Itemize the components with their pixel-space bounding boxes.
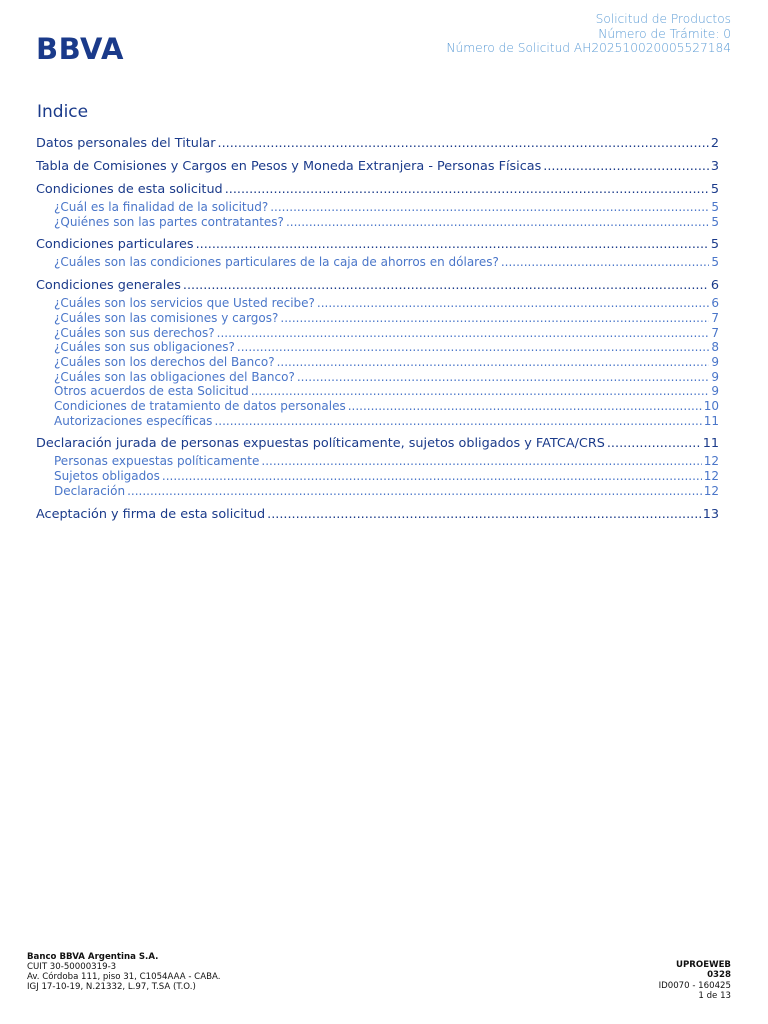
toc-dot-leader xyxy=(543,159,709,174)
toc-entry-title: ¿Cuáles son los servicios que Usted recibe? xyxy=(54,296,315,311)
toc-entry-title: Autorizaciones específicas xyxy=(54,413,213,428)
toc-page-number: 11 xyxy=(702,436,719,452)
toc-dot-leader xyxy=(348,399,702,414)
footer-igj: IGJ 17-10-19, N.21332, L.97, T.SA (T.O.) xyxy=(27,982,196,992)
toc-dot-leader xyxy=(277,355,710,370)
table-of-contents xyxy=(36,136,719,522)
toc-entry-title: Otros acuerdos de esta Solicitud xyxy=(54,384,249,399)
toc-subsection-link[interactable] xyxy=(36,255,719,270)
footer-address: Av. Córdoba 111, piso 31, C1054AAA - CABA. xyxy=(27,972,221,982)
toc-dot-leader xyxy=(297,370,710,385)
toc-dot-leader xyxy=(267,507,701,522)
bbva-logo-icon xyxy=(36,33,132,63)
toc-dot-leader xyxy=(214,414,701,429)
toc-subsection-link[interactable] xyxy=(36,311,719,326)
toc-page-number: 3 xyxy=(710,159,719,174)
footer-page-number: 1 de 13 xyxy=(698,990,731,1001)
toc-page-number: 12 xyxy=(703,469,719,484)
toc-subsection-link[interactable] xyxy=(36,469,719,484)
toc-subsection-link[interactable] xyxy=(36,370,719,385)
toc-spacer xyxy=(36,428,719,436)
toc-subsection-link[interactable] xyxy=(36,484,719,499)
toc-page-number: 11 xyxy=(703,413,719,428)
toc-dot-leader xyxy=(261,454,701,469)
footer-document-codes xyxy=(659,960,731,1001)
toc-page-number: 2 xyxy=(710,136,719,151)
toc-dot-leader xyxy=(127,484,702,499)
toc-dot-leader xyxy=(237,340,709,355)
toc-entry-title: ¿Cuáles son sus derechos? xyxy=(54,325,215,340)
footer-document-id: ID0070 - 160425 xyxy=(658,980,731,991)
footer-code-number: 0328 xyxy=(707,970,731,981)
toc-dot-leader xyxy=(217,326,710,341)
toc-subsection-link[interactable] xyxy=(36,340,719,355)
toc-page-number: 9 xyxy=(711,369,719,384)
toc-page-number: 5 xyxy=(711,255,719,270)
toc-entry-title: ¿Cuáles son sus obligaciones? xyxy=(54,340,235,355)
toc-page-number: 12 xyxy=(703,483,719,498)
bbva-logo xyxy=(36,33,132,63)
toc-subsection-link[interactable] xyxy=(36,326,719,341)
toc-page-number: 7 xyxy=(711,325,719,340)
footer-company-name: Banco BBVA Argentina S.A. xyxy=(27,952,159,962)
toc-entry-title: Condiciones de tratamiento de datos personales xyxy=(54,399,346,414)
header-request-number: Número de Solicitud AH202510020005527184 xyxy=(446,41,731,55)
toc-spacer xyxy=(36,499,719,507)
toc-subsection-link[interactable] xyxy=(36,296,719,311)
toc-entry-title: ¿Cuáles son las obligaciones del Banco? xyxy=(54,369,295,384)
toc-dot-leader xyxy=(286,215,709,230)
request-header xyxy=(446,12,731,56)
toc-subsection-link[interactable] xyxy=(36,454,719,469)
toc-entry-title: Condiciones particulares xyxy=(36,237,194,253)
toc-page-number: 5 xyxy=(710,237,719,253)
toc-dot-leader xyxy=(280,311,709,326)
toc-entry-title: ¿Cuál es la finalidad de la solicitud? xyxy=(54,200,269,214)
toc-page-number: 12 xyxy=(703,454,719,469)
toc-spacer xyxy=(36,229,719,237)
toc-entry-title: Declaración jurada de personas expuestas políticamente, sujetos obligados y FATCA/CRS xyxy=(36,436,605,452)
toc-dot-leader xyxy=(196,237,709,252)
toc-dot-leader xyxy=(183,278,709,293)
footer-cuit: CUIT 30-50000319-3 xyxy=(27,962,117,972)
toc-section-link[interactable] xyxy=(36,237,719,252)
toc-dot-leader xyxy=(270,200,709,215)
index-title: Indice xyxy=(37,102,89,122)
toc-entry-title: Personas expuestas políticamente xyxy=(54,454,260,469)
toc-page-number: 5 xyxy=(710,182,719,197)
toc-spacer xyxy=(36,151,719,159)
toc-subsection-link[interactable] xyxy=(36,200,719,215)
toc-entry-title: Tabla de Comisiones y Cargos en Pesos y Moneda Extranjera - Personas Físicas xyxy=(36,159,542,174)
toc-entry-title: ¿Quiénes son las partes contratantes? xyxy=(54,214,284,229)
toc-spacer xyxy=(36,174,719,182)
toc-dot-leader xyxy=(218,136,709,151)
toc-entry-title: Sujetos obligados xyxy=(54,469,160,484)
footer-company-info xyxy=(27,952,220,992)
toc-entry-title: Datos personales del Titular xyxy=(36,136,216,151)
toc-page-number: 6 xyxy=(710,278,719,294)
toc-section-link[interactable] xyxy=(36,278,719,293)
svg-text:BBVA: BBVA xyxy=(36,33,124,63)
toc-entry-title: Condiciones generales xyxy=(36,278,181,294)
toc-spacer xyxy=(36,270,719,278)
toc-entry-title: ¿Cuáles son las comisiones y cargos? xyxy=(54,310,279,325)
toc-dot-leader xyxy=(251,384,710,399)
toc-entry-title: ¿Cuáles son las condiciones particulares de la caja de ahorros en dólares? xyxy=(54,255,499,270)
toc-section-link[interactable] xyxy=(36,436,719,451)
toc-entry-title: ¿Cuáles son los derechos del Banco? xyxy=(54,354,275,369)
toc-section-link[interactable] xyxy=(36,507,719,522)
toc-subsection-link[interactable] xyxy=(36,384,719,399)
toc-subsection-link[interactable] xyxy=(36,414,719,429)
toc-page-number: 8 xyxy=(711,340,719,355)
toc-dot-leader xyxy=(162,469,702,484)
toc-section-link[interactable] xyxy=(36,182,719,197)
toc-dot-leader xyxy=(225,182,709,197)
toc-page-number: 9 xyxy=(711,384,719,399)
header-procedure-number: Número de Trámite: 0 xyxy=(598,26,731,41)
toc-entry-title: Condiciones de esta solicitud xyxy=(36,182,223,197)
toc-page-number: 10 xyxy=(703,399,719,414)
toc-page-number: 5 xyxy=(711,200,719,214)
toc-entry-title: Aceptación y firma de esta solicitud xyxy=(36,506,266,522)
toc-dot-leader xyxy=(607,436,701,451)
toc-page-number: 5 xyxy=(711,214,719,229)
toc-section-link[interactable] xyxy=(36,159,719,174)
toc-dot-leader xyxy=(501,255,710,270)
toc-page-number: 7 xyxy=(711,310,719,325)
header-product-request: Solicitud de Productos xyxy=(595,12,731,26)
toc-page-number: 13 xyxy=(702,506,719,522)
toc-subsection-link[interactable] xyxy=(36,215,719,230)
toc-section-link[interactable] xyxy=(36,136,719,151)
toc-entry-title: Declaración xyxy=(54,483,126,498)
toc-dot-leader xyxy=(317,296,709,311)
footer-code-uproeweb: UPROEWEB xyxy=(676,960,731,970)
toc-page-number: 9 xyxy=(711,354,719,369)
toc-subsection-link[interactable] xyxy=(36,355,719,370)
toc-subsection-link[interactable] xyxy=(36,399,719,414)
toc-page-number: 6 xyxy=(711,296,719,311)
